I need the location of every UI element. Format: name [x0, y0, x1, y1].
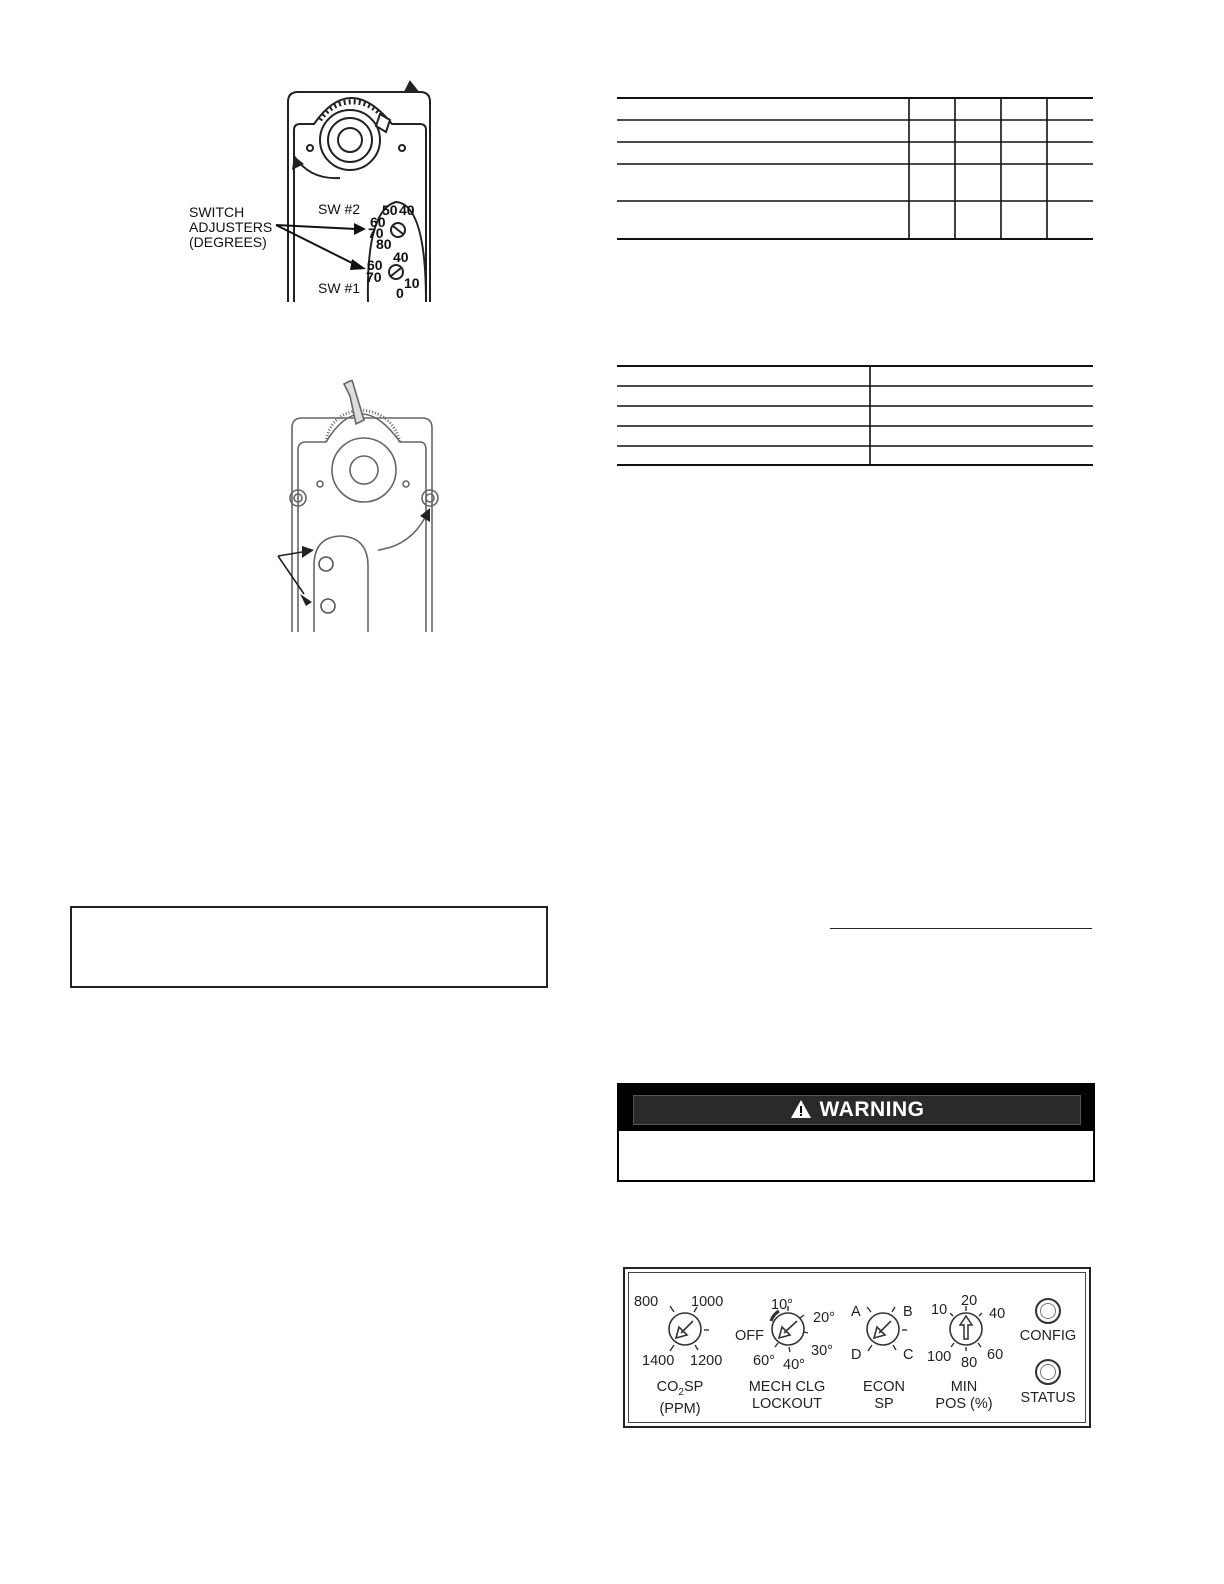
warning-header — [619, 1085, 1093, 1131]
switch-adjusters-callout: SWITCH ADJUSTERS (DEGREES) — [189, 204, 273, 250]
note-box — [70, 906, 548, 988]
mech-clg-scale-20: 20° — [813, 1310, 835, 1326]
co2-sp-scale-1400: 1400 — [642, 1353, 675, 1369]
co2-sp-scale-1200: 1200 — [690, 1353, 723, 1369]
economizer-control-panel — [623, 1267, 1091, 1428]
warning-title: WARNING — [819, 1098, 925, 1121]
co2-sp-dial-icon[interactable] — [659, 1303, 711, 1355]
econ-sp-scale-d: D — [851, 1347, 862, 1363]
sw2-scale: 50 40 60 70 80 — [368, 202, 415, 252]
mech-clg-scale-40: 40° — [783, 1357, 805, 1373]
warning-box — [617, 1083, 1095, 1182]
min-pos-scale-20: 20 — [961, 1293, 978, 1309]
callout-arrows — [270, 215, 380, 275]
config-label: CONFIG — [1019, 1328, 1077, 1344]
warning-triangle-icon — [790, 1099, 812, 1119]
table-grid-1 — [617, 96, 1095, 242]
horizontal-rule — [830, 928, 1092, 929]
status-led-icon — [1035, 1359, 1061, 1385]
sw1-scale: 40 60 70 10 0 — [366, 249, 420, 301]
econ-sp-dial-icon[interactable] — [857, 1303, 909, 1355]
mech-clg-scale-off: OFF — [735, 1328, 764, 1344]
econ-sp-scale-b: B — [903, 1304, 913, 1320]
co2-sp-scale-1000: 1000 — [691, 1294, 724, 1310]
sw1-label: SW #1 — [318, 280, 361, 296]
warning-title-bar — [633, 1095, 1081, 1125]
min-pos-scale-100: 100 — [927, 1349, 952, 1365]
min-pos-scale-10: 10 — [931, 1302, 948, 1318]
econ-sp-scale-c: C — [903, 1347, 914, 1363]
status-label: STATUS — [1020, 1390, 1076, 1406]
econ-sp-caption: ECON SP — [863, 1379, 905, 1412]
min-pos-scale-60: 60 — [987, 1347, 1004, 1363]
mech-clg-scale-30: 30° — [811, 1343, 833, 1359]
table-grid-2 — [617, 362, 1095, 468]
min-pos-scale-80: 80 — [961, 1355, 978, 1371]
config-led-icon — [1035, 1298, 1061, 1324]
co2-sp-scale-800: 800 — [634, 1294, 659, 1310]
actuator-figure-bottom — [270, 380, 445, 635]
econ-sp-scale-a: A — [851, 1304, 861, 1320]
min-pos-caption: MIN POS (%) — [935, 1379, 993, 1412]
mech-clg-lockout-caption: MECH CLG LOCKOUT — [748, 1379, 826, 1412]
mech-clg-scale-60: 60° — [753, 1353, 775, 1369]
min-pos-scale-40: 40 — [989, 1306, 1006, 1322]
co2-sp-caption: $CO_2SP$ (PPM) — [656, 1379, 704, 1417]
mech-clg-scale-10: 10° — [771, 1297, 793, 1313]
sw2-label: SW #2 — [318, 201, 361, 217]
min-pos-dial-icon[interactable] — [940, 1303, 992, 1355]
